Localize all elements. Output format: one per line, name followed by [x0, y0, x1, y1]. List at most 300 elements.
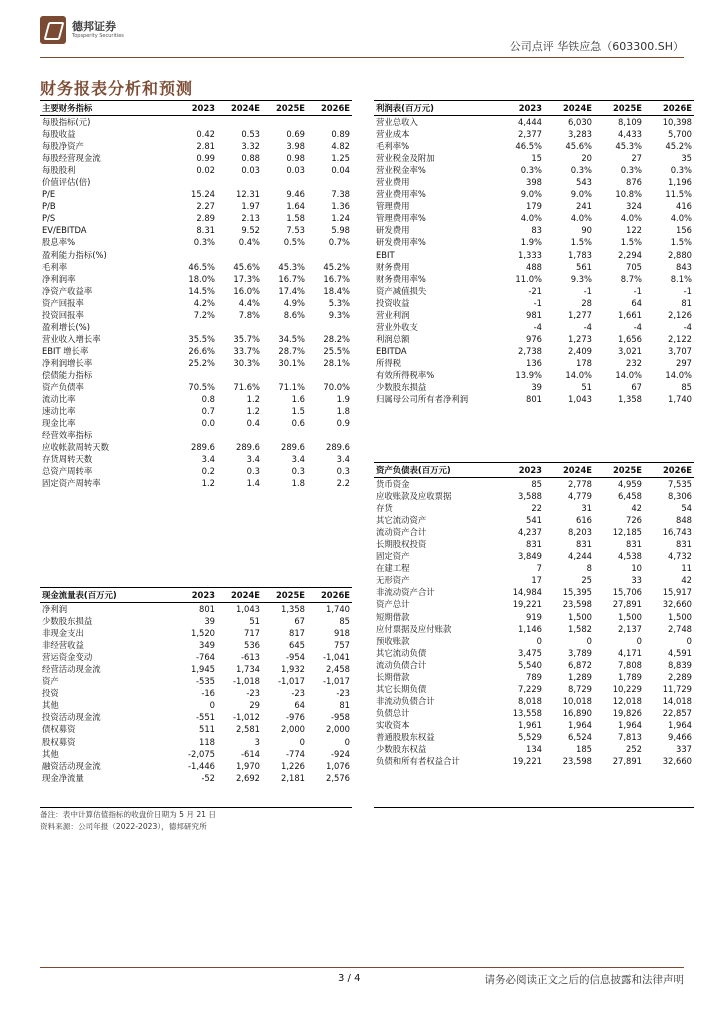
- value-cell: 1,076: [326, 760, 350, 771]
- logo-icon: [40, 16, 66, 44]
- year-header-cell: 2026E: [644, 101, 694, 116]
- value-cell: 4.0%: [570, 213, 592, 224]
- year-header-cell: 2026E: [307, 101, 352, 116]
- table-header-row: [374, 101, 694, 116]
- value-cell: 0.89: [331, 129, 350, 140]
- value-cell: 1,333: [518, 249, 542, 260]
- value-cell: 1,277: [568, 309, 592, 320]
- row-label-cell: 偿债能力指标: [42, 370, 93, 380]
- table-row: [374, 550, 694, 562]
- row-label-cell: 营业收入增长率: [42, 333, 101, 344]
- value-cell: 7.8%: [238, 309, 260, 320]
- table-row: [374, 249, 694, 261]
- value-cell: 416: [676, 201, 692, 212]
- row-label-cell: 营业税金率%: [376, 165, 426, 176]
- value-cell: [217, 176, 262, 188]
- value-cell: 9.0%: [570, 189, 592, 200]
- value-cell: 34.5%: [278, 333, 305, 344]
- value-cell: 511: [199, 724, 215, 735]
- value-cell: [262, 429, 307, 441]
- value-cell: 71.1%: [278, 382, 305, 393]
- value-cell: 9,466: [668, 732, 692, 742]
- value-cell: 0.03: [286, 165, 305, 176]
- row-label-cell: 少数股东损益: [376, 382, 427, 393]
- value-cell: 0.7%: [328, 237, 350, 248]
- row-label-cell: 管理费用率%: [376, 213, 426, 224]
- row-label-cell: 经营活动现金流: [42, 664, 101, 675]
- value-cell: 1,789: [618, 671, 642, 682]
- table-row: [40, 369, 352, 381]
- value-cell: 136: [526, 357, 542, 368]
- table-row: [374, 635, 694, 647]
- value-cell: 9.0%: [520, 189, 542, 200]
- row-label-cell: 应付票据及应付账款: [376, 623, 452, 634]
- value-cell: 3.4: [336, 454, 350, 465]
- row-label-cell: EBIT 增长率: [42, 345, 89, 356]
- value-cell: 27,891: [612, 599, 642, 610]
- value-cell: 2,409: [568, 345, 592, 356]
- value-cell: 178: [576, 357, 592, 368]
- source-line: 资料来源：公司年报（2022-2023），德邦研究所: [40, 822, 207, 831]
- row-label-cell: P/B: [42, 201, 56, 212]
- row-label-cell: 现金净流量: [42, 772, 84, 783]
- table-row: [40, 699, 352, 711]
- value-cell: 179: [526, 201, 542, 212]
- value-cell: -1,018: [233, 676, 260, 687]
- row-label-cell: 其它流动负债: [376, 647, 427, 658]
- value-cell: 8,203: [568, 527, 592, 538]
- value-cell: -4: [583, 321, 592, 332]
- value-cell: 289.6: [191, 442, 215, 453]
- value-cell: 0.98: [286, 153, 305, 164]
- value-cell: 8,839: [668, 659, 692, 670]
- table-row: [374, 393, 694, 405]
- value-cell: 241: [576, 201, 592, 212]
- income-statement-table: [374, 100, 694, 405]
- value-cell: 1,964: [668, 719, 692, 730]
- row-label-cell: 长期股权投资: [376, 539, 427, 550]
- table-row: [40, 429, 352, 441]
- value-cell: -4: [683, 321, 692, 332]
- table-row: [374, 659, 694, 671]
- table-row: [374, 224, 694, 236]
- value-cell: 4.4%: [238, 297, 260, 308]
- value-cell: 1.5%: [570, 237, 592, 248]
- row-label-cell: 营业成本: [376, 129, 410, 140]
- row-label-cell: 普通股股东权益: [376, 732, 435, 742]
- value-cell: 51: [581, 382, 592, 393]
- value-cell: 4,444: [518, 117, 542, 128]
- value-cell: 2.13: [241, 213, 260, 224]
- value-cell: 45.3%: [615, 141, 642, 152]
- value-cell: -774: [285, 748, 305, 759]
- row-label-cell: 所得税: [376, 357, 402, 368]
- table-row: [374, 321, 694, 333]
- value-cell: 15,706: [612, 587, 642, 598]
- table-row: [374, 285, 694, 297]
- value-cell: 27,891: [612, 756, 642, 767]
- value-cell: 2.81: [196, 141, 215, 152]
- row-label-cell: 非流动资产合计: [376, 587, 435, 598]
- value-cell: 0.3%: [670, 165, 692, 176]
- table-row: [374, 333, 694, 345]
- value-cell: 0.3%: [620, 165, 642, 176]
- year-header-cell: 2023: [494, 463, 544, 478]
- row-label-cell: 资产减值损失: [376, 285, 427, 296]
- value-cell: 12,018: [612, 695, 642, 706]
- value-cell: 81: [681, 297, 692, 308]
- value-cell: 3,475: [518, 647, 542, 658]
- value-cell: 0.3: [246, 466, 260, 477]
- value-cell: [172, 369, 217, 381]
- value-cell: 0.42: [196, 129, 215, 140]
- table-row: [40, 736, 352, 748]
- value-cell: 26.6%: [188, 345, 215, 356]
- row-label-cell: 非经营收益: [42, 640, 84, 651]
- value-cell: 0.02: [196, 165, 215, 176]
- disclaimer-text: 请务必阅读正文之后的信息披露和法律声明: [484, 974, 684, 986]
- value-cell: -1: [683, 285, 692, 296]
- value-cell: -1,017: [278, 676, 305, 687]
- value-cell: 1,945: [191, 664, 215, 675]
- value-cell: 0.88: [241, 153, 260, 164]
- row-label-cell: 货币资金: [376, 479, 410, 490]
- value-cell: 15,917: [662, 587, 692, 598]
- value-cell: 46.5%: [515, 141, 542, 152]
- value-cell: 35.7%: [233, 333, 260, 344]
- table-row: [374, 116, 694, 129]
- value-cell: 645: [289, 640, 305, 651]
- value-cell: 39: [204, 616, 215, 627]
- row-label-cell: 资产负债率: [42, 382, 84, 393]
- value-cell: 45.2%: [323, 261, 350, 272]
- value-cell: 10,398: [662, 117, 692, 128]
- value-cell: 12.31: [236, 189, 260, 200]
- value-cell: 12,185: [612, 527, 642, 538]
- value-cell: 2,000: [281, 724, 305, 735]
- balance-sheet-table: [374, 462, 694, 767]
- page-header: [0, 0, 724, 60]
- table-row: [374, 140, 694, 152]
- row-label-cell: 每股收益: [42, 129, 76, 140]
- value-cell: 1,289: [568, 671, 592, 682]
- value-cell: [217, 249, 262, 261]
- value-cell: 4.82: [331, 141, 350, 152]
- table-row: [374, 381, 694, 393]
- value-cell: -23: [246, 688, 260, 699]
- table-row: [40, 465, 352, 477]
- value-cell: 0.3%: [193, 237, 215, 248]
- table-row: [374, 212, 694, 224]
- table-row: [374, 538, 694, 550]
- value-cell: 918: [334, 628, 350, 639]
- cash-flow-table: [40, 587, 352, 784]
- value-cell: 16,743: [662, 527, 692, 538]
- year-header-cell: 2026E: [307, 588, 352, 603]
- row-label-cell: 利润总额: [376, 333, 410, 344]
- value-cell: -52: [201, 772, 215, 783]
- table-row: [40, 333, 352, 345]
- value-cell: 7.38: [331, 189, 350, 200]
- value-cell: 0.2: [201, 466, 215, 477]
- value-cell: [307, 176, 352, 188]
- table-row: [40, 261, 352, 273]
- table-row: [374, 623, 694, 635]
- row-label-cell: 股权募资: [42, 736, 76, 747]
- value-cell: 1,358: [618, 394, 642, 405]
- value-cell: 757: [334, 640, 350, 651]
- value-cell: 2,778: [568, 479, 592, 490]
- table-row: [374, 598, 694, 610]
- value-cell: 1,358: [281, 604, 305, 615]
- value-cell: 831: [526, 539, 542, 550]
- value-cell: -4: [533, 321, 542, 332]
- value-cell: 8,018: [518, 695, 542, 706]
- value-cell: 2,377: [518, 129, 542, 140]
- value-cell: 81: [339, 700, 350, 711]
- table-header-row: [40, 588, 352, 603]
- row-label-cell: 其它流动资产: [376, 515, 427, 526]
- row-label-cell: 净利润增长率: [42, 357, 93, 368]
- value-cell: -1: [533, 297, 542, 308]
- value-cell: 831: [576, 539, 592, 550]
- table-title-cell: 主要财务指标: [40, 101, 172, 116]
- value-cell: -924: [330, 748, 350, 759]
- value-cell: 2,576: [326, 772, 350, 783]
- value-cell: 2,692: [236, 772, 260, 783]
- value-cell: 54: [681, 503, 692, 514]
- row-label-cell: 非流动负债合计: [376, 695, 435, 706]
- value-cell: 8.31: [196, 225, 215, 236]
- value-cell: 717: [244, 628, 260, 639]
- value-cell: 7,535: [668, 479, 692, 490]
- value-cell: 6,524: [568, 732, 592, 742]
- value-cell: -1,446: [188, 760, 215, 771]
- value-cell: 14.0%: [665, 370, 692, 380]
- value-cell: 42: [681, 575, 692, 586]
- value-cell: 14.0%: [615, 370, 642, 380]
- value-cell: 3.98: [286, 141, 305, 152]
- table-row: [40, 772, 352, 784]
- table-row: [40, 273, 352, 285]
- table-title-cell: 现金流量表(百万元): [40, 588, 172, 603]
- table-row: [374, 719, 694, 731]
- row-label-cell: 少数股东损益: [42, 616, 93, 627]
- table-row: [374, 490, 694, 502]
- table-row: [40, 297, 352, 309]
- value-cell: 2,126: [668, 309, 692, 320]
- table-row: [40, 615, 352, 627]
- value-cell: 25: [581, 575, 592, 586]
- value-cell: 18.0%: [188, 273, 215, 284]
- value-cell: 17.4%: [278, 285, 305, 296]
- value-cell: 252: [626, 744, 642, 755]
- value-cell: 4.0%: [520, 213, 542, 224]
- value-cell: 0: [536, 635, 542, 646]
- table-row: [40, 477, 352, 489]
- value-cell: 1.8: [336, 406, 350, 417]
- value-cell: 9.46: [286, 189, 305, 200]
- row-label-cell: 营运资金变动: [42, 652, 93, 663]
- row-label-cell: EV/EBITDA: [42, 225, 87, 236]
- value-cell: 2.2: [336, 478, 350, 489]
- value-cell: 7,229: [518, 683, 542, 694]
- value-cell: 45.2%: [665, 141, 692, 152]
- value-cell: 8.6%: [283, 309, 305, 320]
- row-label-cell: 固定资产周转率: [42, 478, 101, 489]
- report-type-and-company: 公司点评 华铁应急（603300.SH）: [509, 40, 684, 53]
- value-cell: 15,395: [562, 587, 592, 598]
- value-cell: 2.27: [196, 201, 215, 212]
- row-label-cell: 现金比率: [42, 418, 76, 429]
- row-label-cell: 归属母公司所有者净利润: [376, 394, 469, 405]
- value-cell: 1.2: [246, 406, 260, 417]
- value-cell: 289.6: [236, 442, 260, 453]
- table-row: [374, 731, 694, 743]
- value-cell: 185: [576, 744, 592, 755]
- row-label-cell: 固定资产: [376, 551, 410, 562]
- page-number: 3 / 4: [338, 973, 361, 984]
- row-label-cell: 毛利率: [42, 261, 68, 272]
- value-cell: 28.1%: [323, 357, 350, 368]
- value-cell: 13.9%: [515, 370, 542, 380]
- value-cell: 0.3: [291, 466, 305, 477]
- value-cell: 4,959: [618, 479, 642, 490]
- value-cell: 1,520: [191, 628, 215, 639]
- row-label-cell: 非现金支出: [42, 628, 84, 639]
- value-cell: 15.24: [191, 189, 215, 200]
- value-cell: 5.98: [331, 225, 350, 236]
- table-row: [40, 723, 352, 735]
- value-cell: 297: [676, 357, 692, 368]
- table-row: [40, 381, 352, 393]
- value-cell: 27: [631, 153, 642, 164]
- row-label-cell: 股息率%: [42, 237, 76, 248]
- row-label-cell: P/S: [42, 213, 56, 224]
- table-row: [40, 603, 352, 616]
- table-row: [40, 176, 352, 188]
- value-cell: 536: [244, 640, 260, 651]
- value-cell: 789: [526, 671, 542, 682]
- value-cell: 14.0%: [565, 370, 592, 380]
- table-row: [374, 297, 694, 309]
- value-cell: 67: [631, 382, 642, 393]
- value-cell: 1.9: [336, 394, 350, 405]
- row-label-cell: 投资: [42, 688, 59, 699]
- value-cell: 28.2%: [323, 333, 350, 344]
- row-label-cell: 盈利能力指标(%): [42, 249, 107, 260]
- value-cell: 4,538: [618, 551, 642, 562]
- value-cell: -23: [291, 688, 305, 699]
- value-cell: 3.4: [291, 454, 305, 465]
- value-cell: -976: [285, 712, 305, 723]
- value-cell: 122: [626, 225, 642, 236]
- table-title-cell: 资产负债表(百万元): [374, 463, 494, 478]
- table-row: [374, 743, 694, 755]
- value-cell: 31: [581, 503, 592, 514]
- value-cell: 0.9: [336, 418, 350, 429]
- table-row: [40, 453, 352, 465]
- value-cell: 70.5%: [188, 382, 215, 393]
- row-label-cell: 价值评估(倍): [42, 177, 91, 188]
- table-row: [40, 309, 352, 321]
- table-row: [374, 647, 694, 659]
- value-cell: -958: [330, 712, 350, 723]
- value-cell: 25.5%: [323, 345, 350, 356]
- row-label-cell: 其他: [42, 748, 59, 759]
- value-cell: 848: [676, 515, 692, 526]
- value-cell: 10,018: [562, 695, 592, 706]
- page-title: 财务报表分析和预测: [40, 79, 194, 98]
- table-row: [374, 152, 694, 164]
- table-row: [374, 357, 694, 369]
- value-cell: 30.1%: [278, 357, 305, 368]
- value-cell: 42: [631, 503, 642, 514]
- value-cell: 8,306: [668, 491, 692, 502]
- table-row: [374, 176, 694, 188]
- value-cell: 4,591: [668, 647, 692, 658]
- value-cell: 2,581: [236, 724, 260, 735]
- row-label-cell: 每股净资产: [42, 141, 84, 152]
- value-cell: 13,558: [512, 707, 542, 718]
- value-cell: 39: [531, 382, 542, 393]
- value-cell: 17: [531, 575, 542, 586]
- value-cell: 4.2%: [193, 297, 215, 308]
- value-cell: 1,043: [568, 394, 592, 405]
- table-row: [374, 707, 694, 719]
- value-cell: 83: [531, 225, 542, 236]
- table-row: [374, 369, 694, 381]
- value-cell: 1,226: [281, 760, 305, 771]
- value-cell: 33.7%: [233, 345, 260, 356]
- value-cell: [262, 249, 307, 261]
- year-header-cell: 2025E: [262, 588, 307, 603]
- value-cell: 3,707: [668, 345, 692, 356]
- value-cell: -16: [201, 688, 215, 699]
- table-row: [374, 164, 694, 176]
- table-row: [374, 200, 694, 212]
- table-row: [40, 285, 352, 297]
- value-cell: 25.2%: [188, 357, 215, 368]
- value-cell: 7.53: [286, 225, 305, 236]
- value-cell: 976: [526, 333, 542, 344]
- value-cell: 8,729: [568, 683, 592, 694]
- row-label-cell: 净利润: [42, 604, 68, 615]
- row-label-cell: 融资活动现金流: [42, 760, 101, 771]
- value-cell: 0: [209, 700, 215, 711]
- table-row: [40, 627, 352, 639]
- value-cell: 85: [681, 382, 692, 393]
- table-row: [374, 683, 694, 695]
- row-label-cell: EBIT: [376, 249, 395, 260]
- year-header-cell: 2025E: [262, 101, 307, 116]
- value-cell: 16.0%: [233, 285, 260, 296]
- table-row: [40, 441, 352, 453]
- value-cell: 11.5%: [665, 189, 692, 200]
- value-cell: 289.6: [281, 442, 305, 453]
- row-label-cell: 营业费用率%: [376, 189, 426, 200]
- table-notes: [40, 809, 216, 833]
- value-cell: 14,018: [662, 695, 692, 706]
- row-label-cell: EBITDA: [376, 345, 407, 356]
- value-cell: [307, 116, 352, 129]
- table-row: [40, 128, 352, 140]
- value-cell: 7,808: [618, 659, 642, 670]
- table-row: [374, 526, 694, 538]
- value-cell: 9.3%: [328, 309, 350, 320]
- value-cell: -614: [240, 748, 260, 759]
- value-cell: 15: [531, 153, 542, 164]
